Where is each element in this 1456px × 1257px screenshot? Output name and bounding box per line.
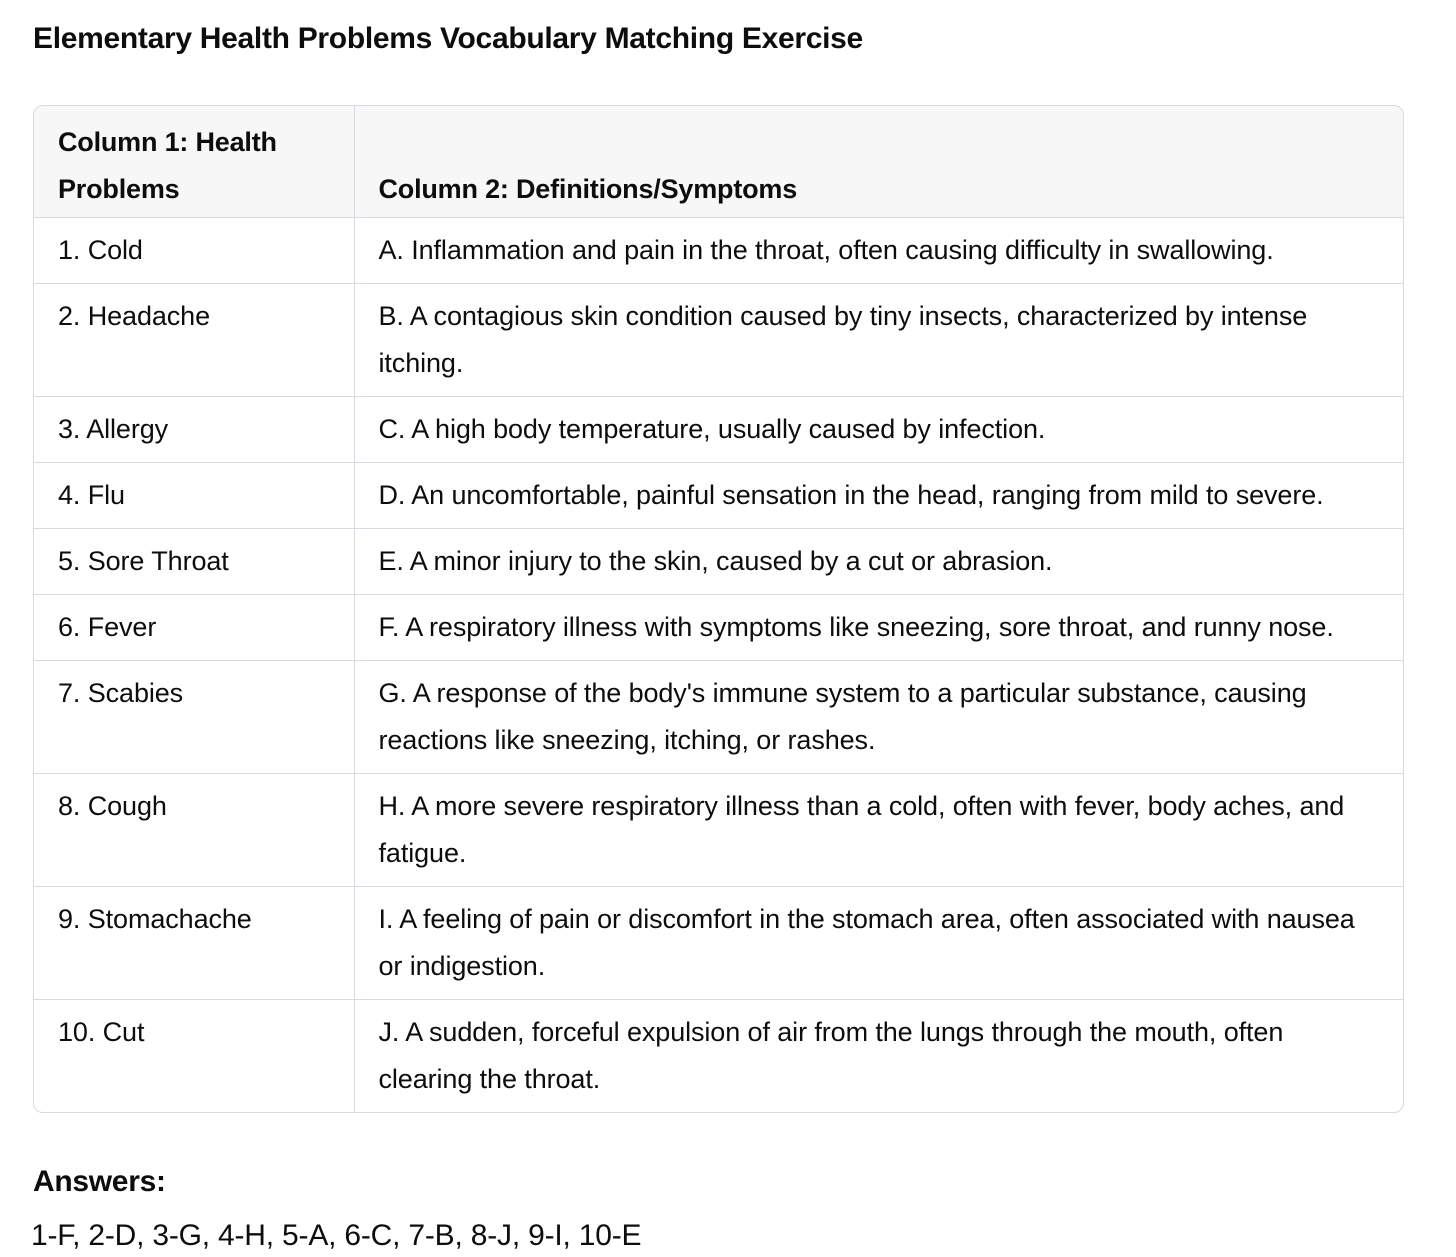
health-problem-cell: 6. Fever — [34, 595, 354, 661]
health-problem-cell: 7. Scabies — [34, 661, 354, 774]
health-problem-cell: 3. Allergy — [34, 397, 354, 463]
exercise-content — [33, 0, 1405, 1257]
health-problem-cell: 10. Cut — [34, 1000, 354, 1113]
table-row — [34, 529, 1403, 595]
table-row — [34, 595, 1403, 661]
table-header-row — [34, 106, 1403, 218]
health-problem-cell: 2. Headache — [34, 284, 354, 397]
answers-heading: Answers: — [33, 1165, 166, 1198]
health-problem-cell: 8. Cough — [34, 774, 354, 887]
definition-cell: B. A contagious skin condition caused by tiny insects, characterized by intense itching. — [354, 284, 1403, 397]
column-header-health-problems: Column 1: Health Problems — [58, 127, 277, 204]
health-problem-cell: 5. Sore Throat — [34, 529, 354, 595]
table-row — [34, 774, 1403, 887]
definition-cell: H. A more severe respiratory illness than a cold, often with fever, body aches, and fatigue. — [354, 774, 1403, 887]
table-row — [34, 397, 1403, 463]
health-problem-cell: 9. Stomachache — [34, 887, 354, 1000]
answers-text: 1-F, 2-D, 3-G, 4-H, 5-A, 6-C, 7-B, 8-J, 9-I, 10-E — [31, 1219, 642, 1252]
matching-table-container — [33, 105, 1404, 1113]
column-header-definitions: Column 2: Definitions/Symptoms — [354, 106, 1403, 218]
page-title: Elementary Health Problems Vocabulary Matching Exercise — [33, 22, 863, 55]
table-row — [34, 1000, 1403, 1113]
table-body — [34, 218, 1403, 1113]
health-problem-cell: 1. Cold — [34, 218, 354, 284]
table-row — [34, 661, 1403, 774]
table-row — [34, 284, 1403, 397]
table-row — [34, 463, 1403, 529]
matching-table — [34, 106, 1403, 1112]
definition-cell: F. A respiratory illness with symptoms like sneezing, sore throat, and runny nose. — [354, 595, 1403, 661]
definition-cell: I. A feeling of pain or discomfort in the stomach area, often associated with nausea or indigestion. — [354, 887, 1403, 1000]
table-row — [34, 887, 1403, 1000]
table-row — [34, 218, 1403, 284]
health-problem-cell: 4. Flu — [34, 463, 354, 529]
definition-cell: C. A high body temperature, usually caused by infection. — [354, 397, 1403, 463]
definition-cell: A. Inflammation and pain in the throat, often causing difficulty in swallowing. — [354, 218, 1403, 284]
definition-cell: E. A minor injury to the skin, caused by a cut or abrasion. — [354, 529, 1403, 595]
definition-cell: J. A sudden, forceful expulsion of air from the lungs through the mouth, often clearing the throat. — [354, 1000, 1403, 1113]
definition-cell: G. A response of the body's immune system to a particular substance, causing reactions like sneezing, itching, or rashes. — [354, 661, 1403, 774]
definition-cell: D. An uncomfortable, painful sensation in the head, ranging from mild to severe. — [354, 463, 1403, 529]
